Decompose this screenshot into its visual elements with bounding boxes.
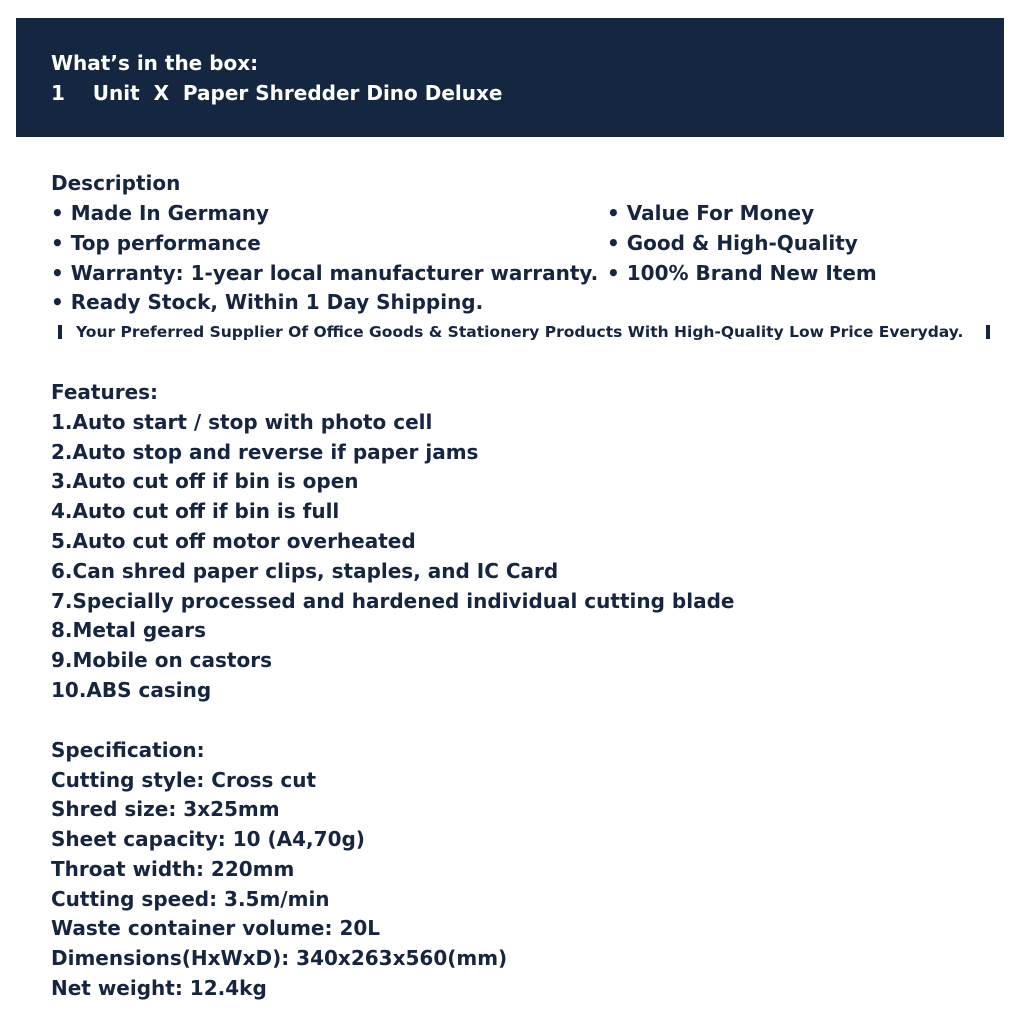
feature-item: 10.ABS casing bbox=[51, 678, 212, 702]
description-bullet: • Warranty: 1-year local manufacturer warranty. bbox=[51, 261, 599, 285]
description-heading: Description bbox=[51, 171, 181, 195]
description-bullet: • 100% Brand New Item bbox=[607, 261, 877, 285]
feature-item: 8.Metal gears bbox=[51, 618, 206, 642]
supplier-tagline bbox=[56, 320, 994, 344]
feature-item: 2.Auto stop and reverse if paper jams bbox=[51, 440, 479, 464]
description-bullet: • Ready Stock, Within 1 Day Shipping. bbox=[51, 290, 484, 314]
box-contents-title: What’s in the box: bbox=[51, 51, 259, 75]
feature-item: 1.Auto start / stop with photo cell bbox=[51, 410, 433, 434]
spec-item: Cutting speed: 3.5m/min bbox=[51, 887, 330, 911]
feature-item: 5.Auto cut off motor overheated bbox=[51, 529, 416, 553]
description-bullet: • Good & High-Quality bbox=[607, 231, 858, 255]
feature-item: 6.Can shred paper clips, staples, and IC Card bbox=[51, 559, 559, 583]
tagline-right-bar bbox=[986, 325, 990, 339]
feature-item: 3.Auto cut off if bin is open bbox=[51, 469, 359, 493]
spec-item: Net weight: 12.4kg bbox=[51, 976, 267, 1000]
specification-heading: Specification: bbox=[51, 738, 205, 762]
feature-item: 7.Specially processed and hardened individual cutting blade bbox=[51, 589, 735, 613]
tagline-text: Your Preferred Supplier Of Office Goods & Stationery Products With High-Quality Low Price Everyday. bbox=[76, 323, 964, 341]
spec-item: Waste container volume: 20L bbox=[51, 916, 381, 940]
box-contents-item: 1 Unit X Paper Shredder Dino Deluxe bbox=[51, 81, 503, 105]
description-bullet: • Made In Germany bbox=[51, 201, 270, 225]
spec-item: Dimensions(HxWxD): 340x263x560(mm) bbox=[51, 946, 508, 970]
description-bullet: • Top performance bbox=[51, 231, 261, 255]
spec-item: Throat width: 220mm bbox=[51, 857, 295, 881]
feature-item: 4.Auto cut off if bin is full bbox=[51, 499, 340, 523]
whats-in-the-box-banner bbox=[16, 18, 1004, 137]
description-bullet: • Value For Money bbox=[607, 201, 815, 225]
spec-item: Cutting style: Cross cut bbox=[51, 768, 316, 792]
feature-item: 9.Mobile on castors bbox=[51, 648, 272, 672]
features-heading: Features: bbox=[51, 380, 159, 404]
tagline-left-bar bbox=[58, 325, 62, 339]
spec-item: Sheet capacity: 10 (A4,70g) bbox=[51, 827, 365, 851]
spec-item: Shred size: 3x25mm bbox=[51, 797, 280, 821]
